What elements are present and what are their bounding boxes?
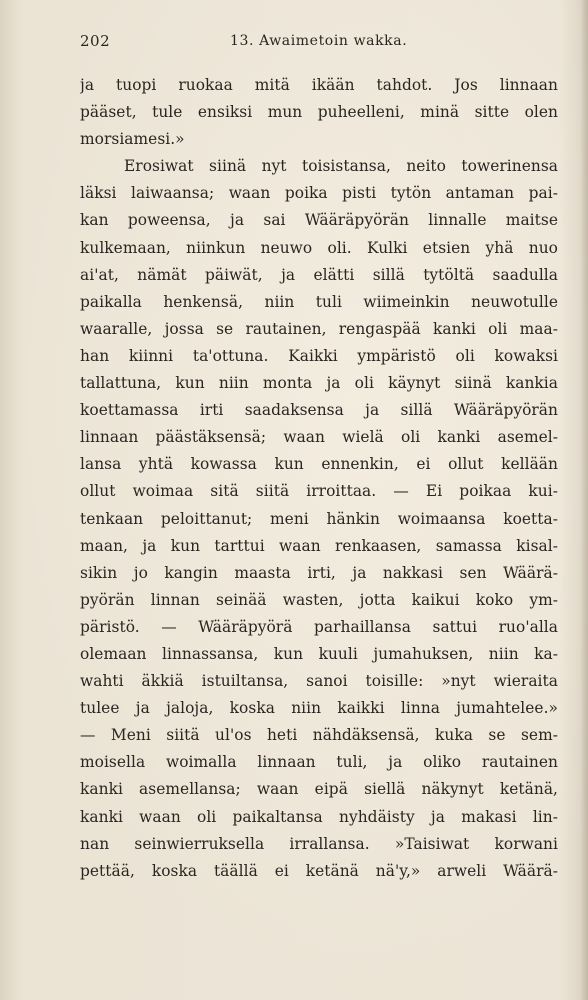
- text-line: tulee ja jaloja, koska niin kaikki linna jumahtelee.»: [80, 699, 558, 718]
- text-line: nan seinwierruksella irrallansa. »Taisiwat korwani: [80, 834, 558, 853]
- text-line: ollut woimaa sitä siitä irroittaa. — Ei poikaa kui-: [80, 482, 558, 501]
- text-line: pääset, tule ensiksi mun puheelleni, minä sitte olen: [80, 103, 558, 122]
- text-line: moisella woimalla linnaan tuli, ja oliko rautainen: [80, 753, 558, 772]
- text-line: waaralle, jossa se rautainen, rengaspää kanki oli maa-: [80, 319, 558, 338]
- text-line: — Meni siitä ul'os heti nähdäksensä, kuka se sem-: [80, 726, 558, 745]
- text-line: kulkemaan, niinkun neuwo oli. Kulki etsien yhä nuo: [80, 238, 558, 257]
- text-line: kan poweensa, ja sai Wääräpyörän linnalle maitse: [80, 211, 558, 230]
- text-line: ja tuopi ruokaa mitä ikään tahdot. Jos linnaan: [80, 76, 558, 94]
- text-line: pettää, koska täällä ei ketänä nä'y,» arweli Wäärä-: [80, 861, 558, 880]
- text-line: wahti äkkiä istuiltansa, sanoi toisille: »nyt wieraita: [80, 672, 558, 691]
- text-line: morsiamesi.»: [80, 130, 185, 149]
- page-edge-shadow: [580, 0, 588, 1000]
- running-head: 13. Awaimetoin wakka.: [230, 33, 408, 49]
- text-line: lansa yhtä kowassa kun ennenkin, ei ollut kellään: [80, 455, 558, 474]
- text-line: linnaan päästäksensä; waan wielä oli kanki asemel-: [80, 428, 558, 447]
- text-line: olemaan linnassansa, kun kuuli jumahuksen, niin ka-: [80, 644, 558, 663]
- body-text: [80, 72, 558, 885]
- text-line: han kiinni ta'ottuna. Kaikki ympäristö oli kowaksi: [80, 346, 558, 365]
- text-line: ai'at, nämät päiwät, ja elätti sillä tytöltä saadulla: [80, 265, 558, 284]
- text-line: päristö. — Wääräpyörä parhaillansa sattui ruo'alla: [80, 617, 558, 636]
- text-line: kanki asemellansa; waan eipä siellä näkynyt ketänä,: [80, 780, 558, 799]
- text-line: koettamassa irti saadaksensa ja sillä Wääräpyörän: [80, 401, 558, 420]
- text-line: tallattuna, kun niin monta ja oli käynyt siinä kankia: [80, 374, 558, 393]
- page-number: 202: [80, 32, 111, 50]
- text-line: pyörän linnan seinää wasten, jotta kaikui koko ym-: [80, 590, 558, 609]
- text-line: läksi laiwaansa; waan poika pisti tytön antaman pai-: [80, 184, 558, 203]
- text-line: kanki waan oli paikaltansa nyhdäisty ja makasi lin-: [80, 807, 558, 826]
- page-header: [80, 32, 558, 56]
- text-line: sikin jo kangin maasta irti, ja nakkasi sen Wäärä-: [80, 563, 558, 582]
- text-line: tenkaan peloittanut; meni hänkin woimaansa koetta-: [80, 509, 558, 528]
- text-line: maan, ja kun tarttui waan renkaasen, samassa kisal-: [80, 536, 558, 555]
- text-line: paikalla henkensä, niin tuli wiimeinkin neuwotulle: [80, 292, 558, 311]
- text-line: Erosiwat siinä nyt toisistansa, neito towerinensa: [124, 157, 558, 176]
